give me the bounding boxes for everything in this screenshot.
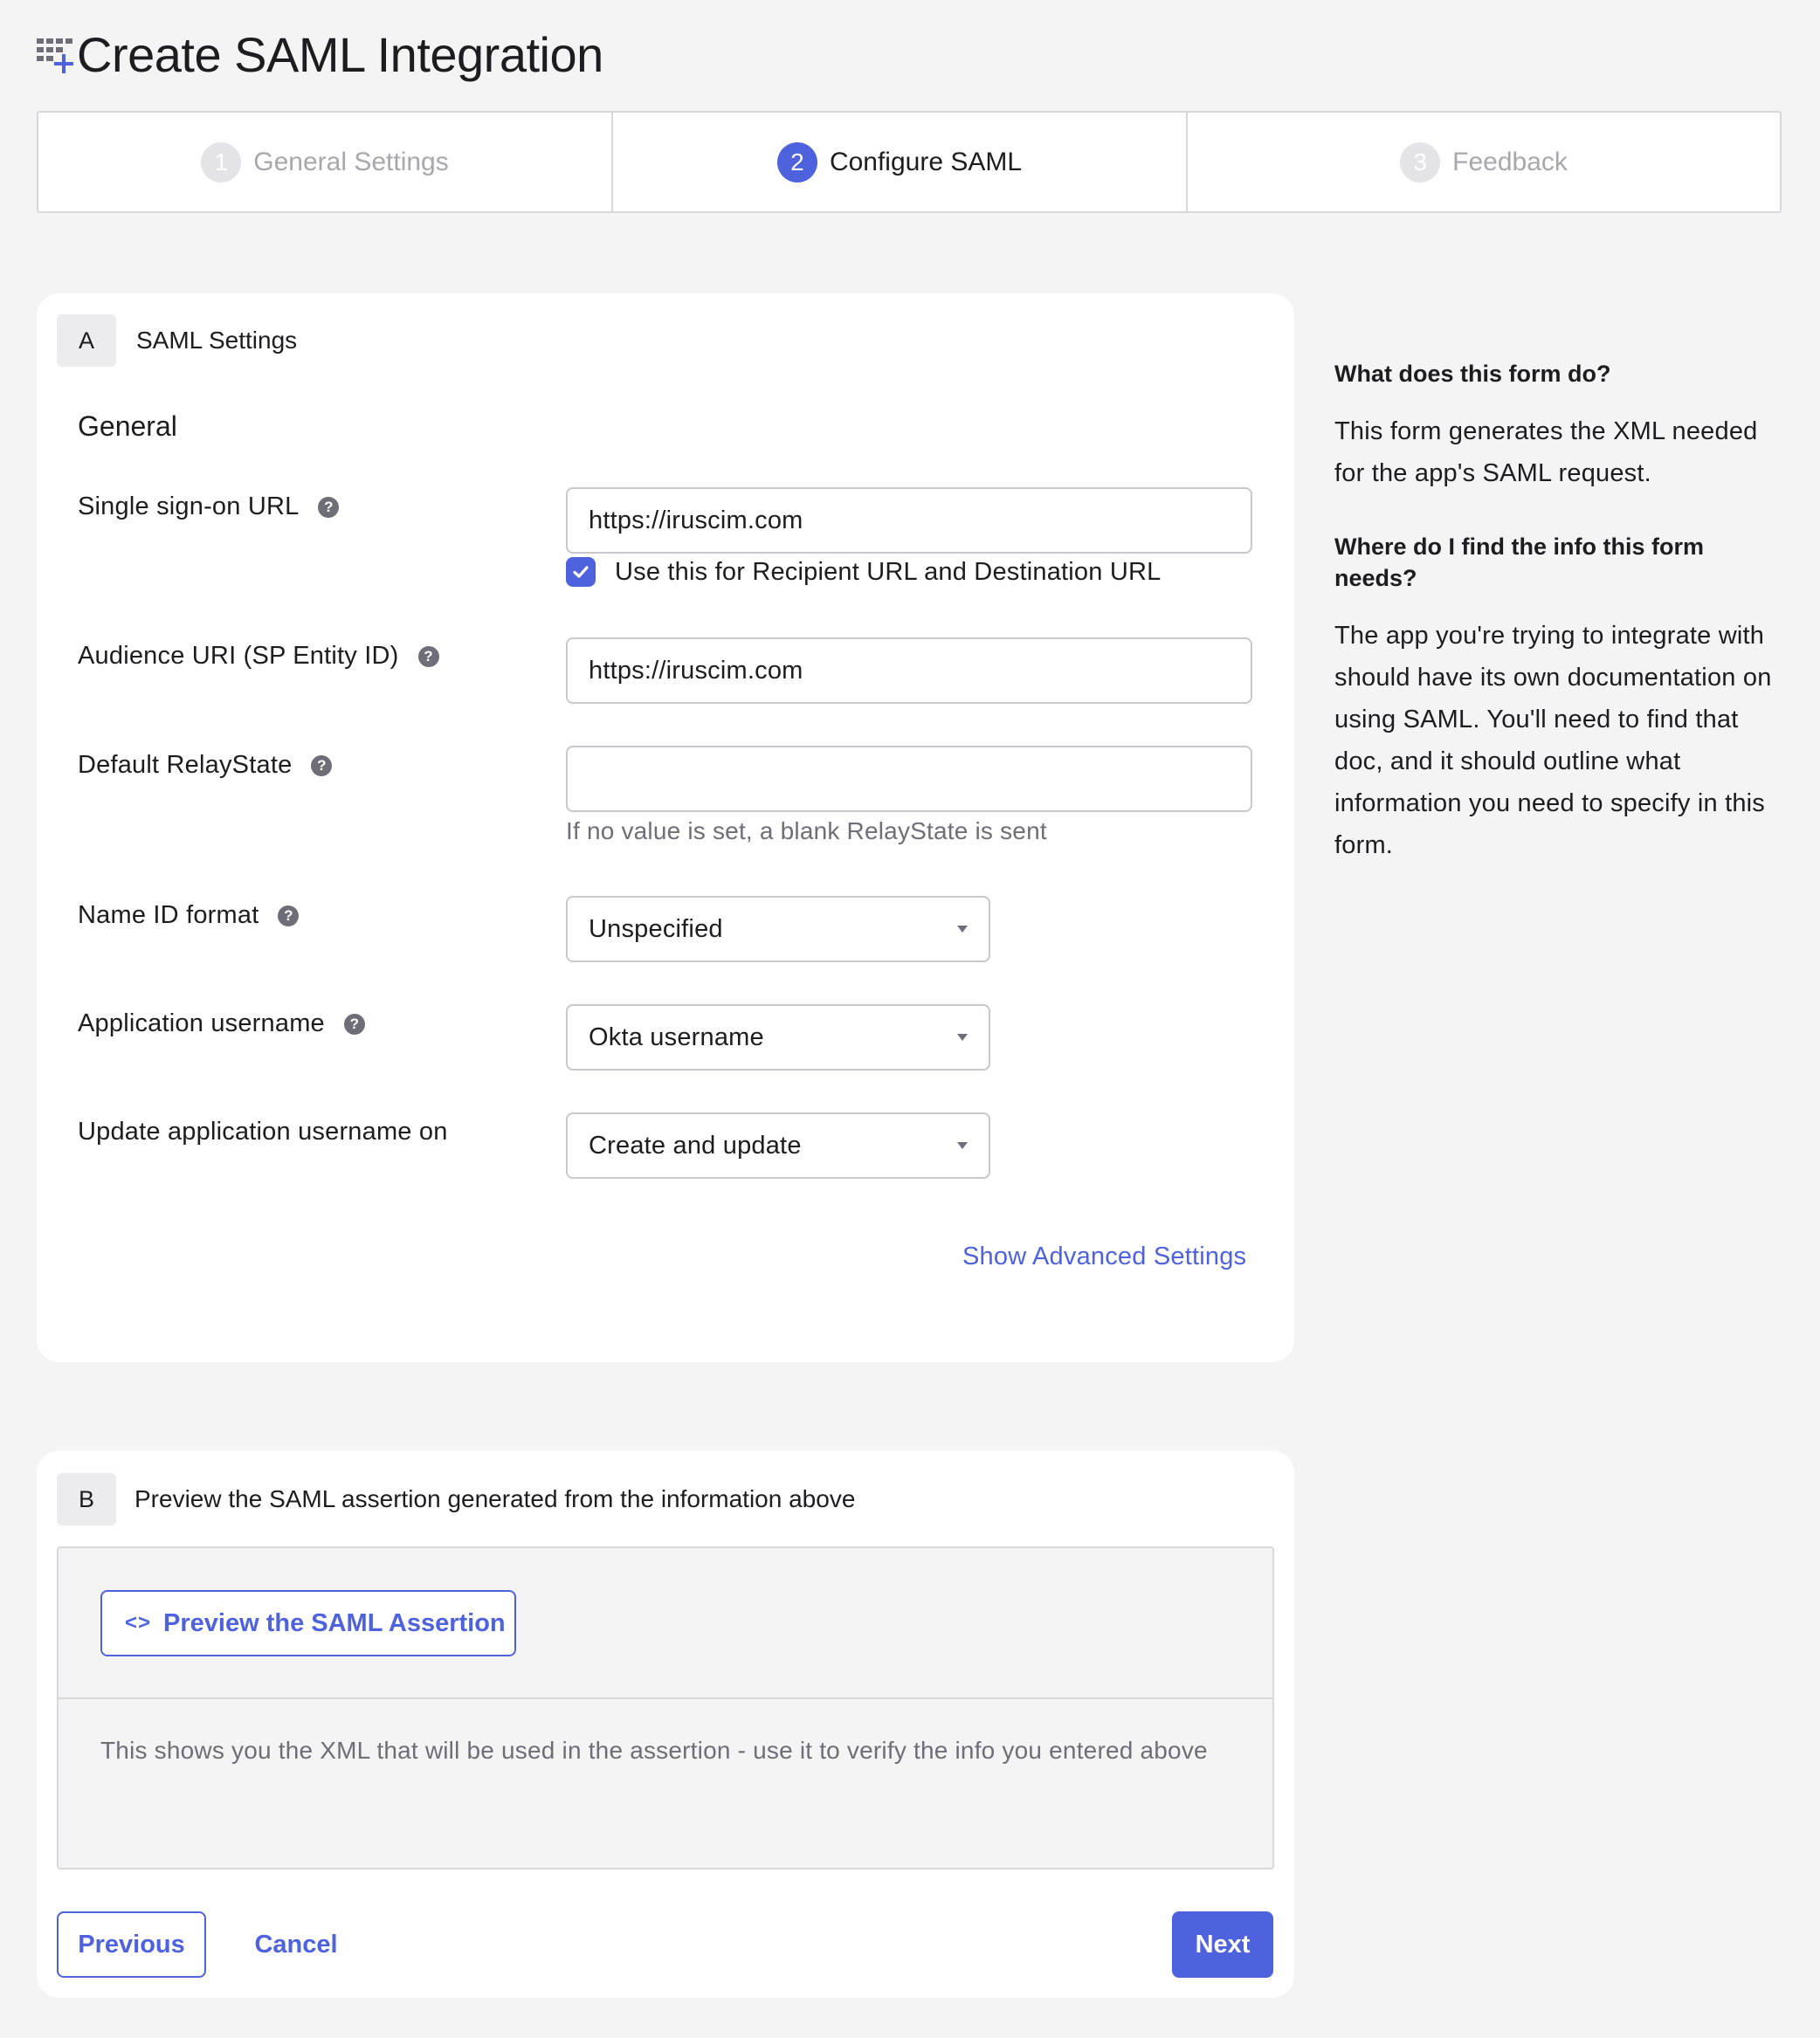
field-label-text: Update application username on: [78, 1118, 448, 1146]
group-heading: General: [78, 410, 177, 442]
field-label-text: Name ID format: [78, 901, 259, 929]
step-number: 3: [1400, 142, 1440, 182]
select-value: Unspecified: [589, 914, 723, 943]
step-general-settings[interactable]: [38, 113, 613, 211]
relay-state-hint: If no value is set, a blank RelayState is sent: [566, 817, 1047, 844]
field-label-text: Single sign-on URL: [78, 492, 300, 520]
recipient-destination-checkbox-row[interactable]: [566, 557, 1161, 587]
step-feedback[interactable]: [1188, 113, 1780, 211]
field-label-text: Application username: [78, 1009, 325, 1037]
help-icon[interactable]: ?: [318, 497, 339, 518]
previous-button[interactable]: Previous: [57, 1911, 206, 1978]
name-id-format-label: [78, 901, 299, 930]
cancel-button[interactable]: Cancel: [254, 1930, 338, 1959]
wizard-steps: [37, 111, 1782, 213]
show-advanced-settings-link[interactable]: Show Advanced Settings: [962, 1243, 1247, 1270]
help-answer: This form generates the XML needed for the app's SAML request.: [1334, 417, 1758, 487]
help-icon[interactable]: ?: [311, 755, 332, 776]
name-id-format-select[interactable]: [566, 896, 990, 962]
help-panel: [1334, 358, 1789, 903]
section-badge: A: [57, 314, 116, 367]
caret-down-icon: [957, 1034, 968, 1041]
relay-state-label: [78, 751, 332, 780]
checkbox-checked-icon[interactable]: [566, 557, 596, 587]
preview-panel: [57, 1546, 1274, 1869]
preview-description: This shows you the XML that will be used in the assertion - use it to verify the info you entered above: [100, 1737, 1208, 1764]
step-number: 2: [777, 142, 817, 182]
next-button[interactable]: Next: [1172, 1911, 1273, 1978]
audience-uri-input[interactable]: [566, 637, 1252, 704]
step-label: Feedback: [1452, 147, 1568, 176]
select-value: Okta username: [589, 1022, 764, 1051]
saml-preview-card: [37, 1450, 1294, 1998]
help-answer: The app you're trying to integrate with should have its own documentation on using SAML. You'll need to find that doc, and it should outline what information you need to specify in this form.: [1334, 622, 1772, 859]
update-username-on-label: [78, 1118, 448, 1146]
help-question: Where do I find the info this form needs?: [1334, 534, 1704, 591]
checkbox-label: Use this for Recipient URL and Destination URL: [615, 557, 1162, 586]
field-label-text: Audience URI (SP Entity ID): [78, 642, 399, 670]
help-question: What does this form do?: [1334, 361, 1611, 387]
saml-settings-card: [37, 293, 1294, 1362]
caret-down-icon: [957, 1142, 968, 1149]
sso-url-input[interactable]: [566, 487, 1252, 554]
audience-uri-label: [78, 642, 439, 671]
preview-panel-header: [59, 1548, 1272, 1699]
relay-state-input[interactable]: [566, 746, 1252, 812]
help-icon[interactable]: ?: [418, 646, 439, 667]
application-username-label: [78, 1009, 365, 1038]
step-configure-saml[interactable]: [613, 113, 1188, 211]
section-badge: B: [57, 1473, 116, 1525]
help-icon[interactable]: ?: [278, 905, 299, 926]
field-label-text: Default RelayState: [78, 751, 293, 779]
select-value: Create and update: [589, 1131, 802, 1160]
preview-button-label: Preview the SAML Assertion: [163, 1608, 506, 1637]
code-icon: <>: [125, 1611, 152, 1635]
update-username-on-select[interactable]: [566, 1112, 990, 1179]
page-header: [35, 24, 603, 84]
page-title: Create SAML Integration: [77, 26, 603, 82]
section-title: SAML Settings: [136, 327, 298, 354]
preview-saml-assertion-button[interactable]: [100, 1590, 516, 1656]
add-app-grid-icon: [35, 33, 77, 75]
step-label: Configure SAML: [829, 147, 1023, 176]
step-number: 1: [201, 142, 241, 182]
section-title: Preview the SAML assertion generated from the information above: [134, 1485, 856, 1512]
caret-down-icon: [957, 926, 968, 933]
application-username-select[interactable]: [566, 1004, 990, 1071]
sso-url-label: [78, 492, 339, 521]
help-icon[interactable]: ?: [344, 1014, 365, 1035]
step-label: General Settings: [253, 147, 449, 176]
